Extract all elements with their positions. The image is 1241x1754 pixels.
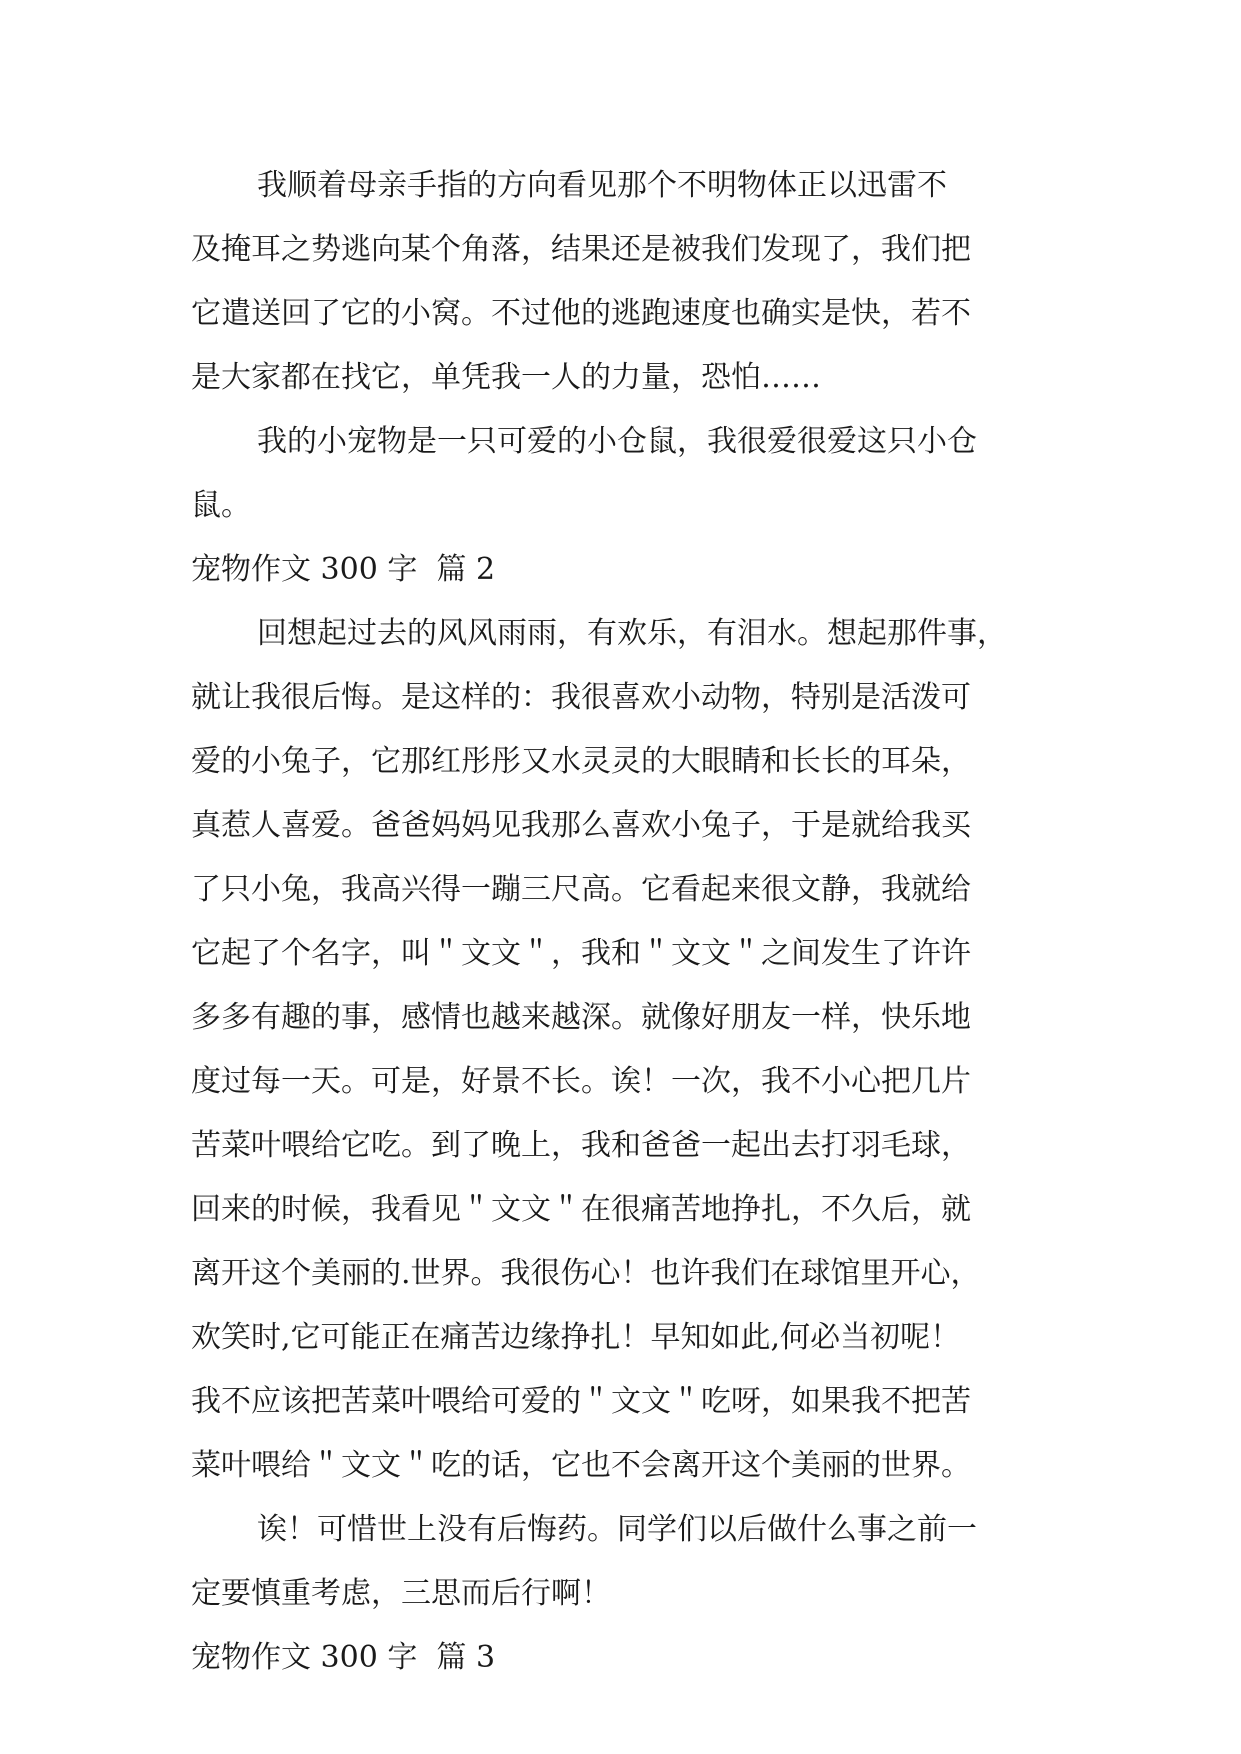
paragraph-line: 回想起过去的风风雨雨，有欢乐，有泪水。想起那件事， <box>257 616 1007 651</box>
paragraph-line: 它遣送回了它的小窝。不过他的逃跑速度也确实是快，若不 <box>191 296 971 331</box>
paragraph-line: 多多有趣的事，感情也越来越深。就像好朋友一样，快乐地 <box>191 1000 971 1035</box>
paragraph-line: 是大家都在找它，单凭我一人的力量，恐怕…… <box>191 360 821 395</box>
paragraph-hidden-hamster <box>191 154 1071 410</box>
document-body <box>191 154 1071 1690</box>
paragraph-line: 真惹人喜爱。爸爸妈妈见我那么喜欢小兔子，于是就给我买 <box>191 808 971 843</box>
paragraph-line: 鼠。 <box>191 488 251 523</box>
paragraph-line: 苦菜叶喂给它吃。到了晚上，我和爸爸一起出去打羽毛球， <box>191 1128 971 1163</box>
paragraph-line: 菜叶喂给＂文文＂吃的话，它也不会离开这个美丽的世界。 <box>191 1448 971 1483</box>
paragraph-line: 我顺着母亲手指的方向看见那个不明物体正以迅雷不 <box>257 168 947 203</box>
paragraph-line: 爱的小兔子，它那红彤彤又水灵灵的大眼睛和长长的耳朵， <box>191 744 971 779</box>
paragraph-line: 回来的时候，我看见＂文文＂在很痛苦地挣扎，不久后，就 <box>191 1192 971 1227</box>
paragraph-line: 度过每一天。可是，好景不长。诶！一次，我不小心把几片 <box>191 1064 971 1099</box>
paragraph-line: 欢笑时,它可能正在痛苦边缘挣扎！早知如此,何必当初呢！ <box>191 1320 961 1355</box>
paragraph-line: 离开这个美丽的.世界。我很伤心！也许我们在球馆里开心， <box>191 1256 981 1291</box>
paragraph-lesson <box>191 1498 1071 1626</box>
section-heading-2: 宠物作文 300 字 篇 2 <box>191 552 496 587</box>
paragraph-my-pet <box>191 410 1071 538</box>
paragraph-line: 定要慎重考虑，三思而后行啊！ <box>191 1576 611 1611</box>
paragraph-line: 了只小兔，我高兴得一蹦三尺高。它看起来很文静，我就给 <box>191 872 971 907</box>
section-heading-3: 宠物作文 300 字 篇 3 <box>191 1640 496 1675</box>
paragraph-line: 我的小宠物是一只可爱的小仓鼠，我很爱很爱这只小仓 <box>257 424 977 459</box>
paragraph-line: 我不应该把苦菜叶喂给可爱的＂文文＂吃呀，如果我不把苦 <box>191 1384 971 1419</box>
paragraph-rabbit-story <box>191 602 1071 1498</box>
paragraph-line: 诶！可惜世上没有后悔药。同学们以后做什么事之前一 <box>257 1512 977 1547</box>
paragraph-line: 就让我很后悔。是这样的：我很喜欢小动物，特别是活泼可 <box>191 680 971 715</box>
paragraph-line: 它起了个名字，叫＂文文＂，我和＂文文＂之间发生了许许 <box>191 936 971 971</box>
paragraph-line: 及掩耳之势逃向某个角落，结果还是被我们发现了，我们把 <box>191 232 971 267</box>
